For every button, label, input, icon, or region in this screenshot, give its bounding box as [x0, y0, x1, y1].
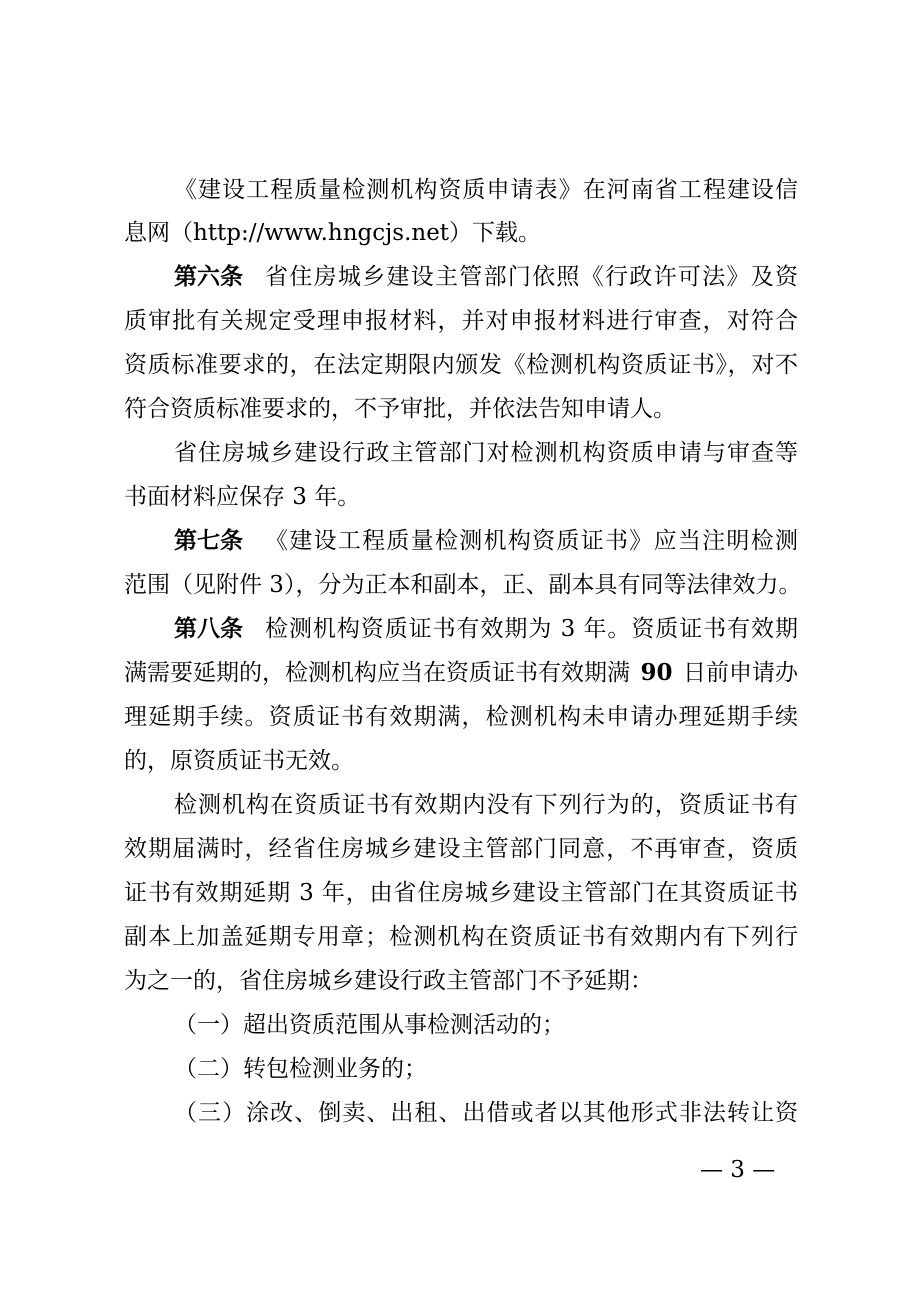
body-text: 满需要延期的，检测机构应当在资质证书有效期满 — [124, 660, 630, 686]
article-heading: 第七条 — [174, 527, 243, 554]
body-line: 的，原资质证书无效。 — [124, 748, 354, 774]
body-line — [124, 658, 798, 688]
body-line: 息网（http://www.hngcjs.net）下载。 — [124, 220, 542, 246]
body-line: 资质标准要求的，在法定期限内颁发《检测机构资质证书》，对不 — [124, 352, 798, 378]
body-line: 《建设工程质量检测机构资质申请表》在河南省工程建设信 — [174, 177, 798, 203]
article-heading: 第八条 — [174, 615, 243, 642]
body-text: 检测机构资质证书有效期为 3 年。资质证书有效期 — [265, 616, 798, 642]
article-8-line — [174, 614, 798, 644]
article-7-line — [174, 526, 798, 556]
body-text: 省住房城乡建设主管部门依照《行政许可法》及资 — [265, 264, 798, 290]
body-line: 符合资质标准要求的，不予审批，并依法告知申请人。 — [124, 396, 676, 422]
body-line: 副本上加盖延期专用章；检测机构在资质证书有效期内有下列行 — [124, 924, 798, 950]
body-line: 为之一的，省住房城乡建设行政主管部门不予延期： — [124, 968, 653, 994]
body-line: 理延期手续。资质证书有效期满，检测机构未申请办理延期手续 — [124, 704, 798, 730]
body-line: 效期届满时，经省住房城乡建设主管部门同意，不再审查，资质 — [124, 836, 798, 862]
page-number: — 3 — — [700, 1157, 776, 1183]
list-item: （二）转包检测业务的； — [174, 1056, 427, 1082]
body-line: 省住房城乡建设行政主管部门对检测机构资质申请与审查等 — [174, 440, 798, 466]
body-line: 检测机构在资质证书有效期内没有下列行为的，资质证书有 — [174, 792, 798, 818]
article-heading: 第六条 — [174, 263, 243, 290]
body-line: 书面材料应保存 3 年。 — [124, 484, 361, 510]
body-line: 质审批有关规定受理申报材料，并对申报材料进行审查，对符合 — [124, 308, 798, 334]
body-line: 范围（见附件 3），分为正本和副本，正、副本具有同等法律效力。 — [124, 572, 802, 598]
body-text: 日前申请办 — [682, 660, 798, 686]
article-6-line — [174, 262, 798, 292]
list-item: （一）超出资质范围从事检测活动的； — [174, 1012, 565, 1038]
days-number: 90 — [640, 659, 673, 686]
body-line: 证书有效期延期 3 年，由省住房城乡建设主管部门在其资质证书 — [124, 880, 798, 906]
body-text: 《建设工程质量检测机构资质证书》应当注明检测 — [265, 528, 798, 554]
list-item: （三）涂改、倒卖、出租、出借或者以其他形式非法转让资 — [174, 1100, 798, 1126]
